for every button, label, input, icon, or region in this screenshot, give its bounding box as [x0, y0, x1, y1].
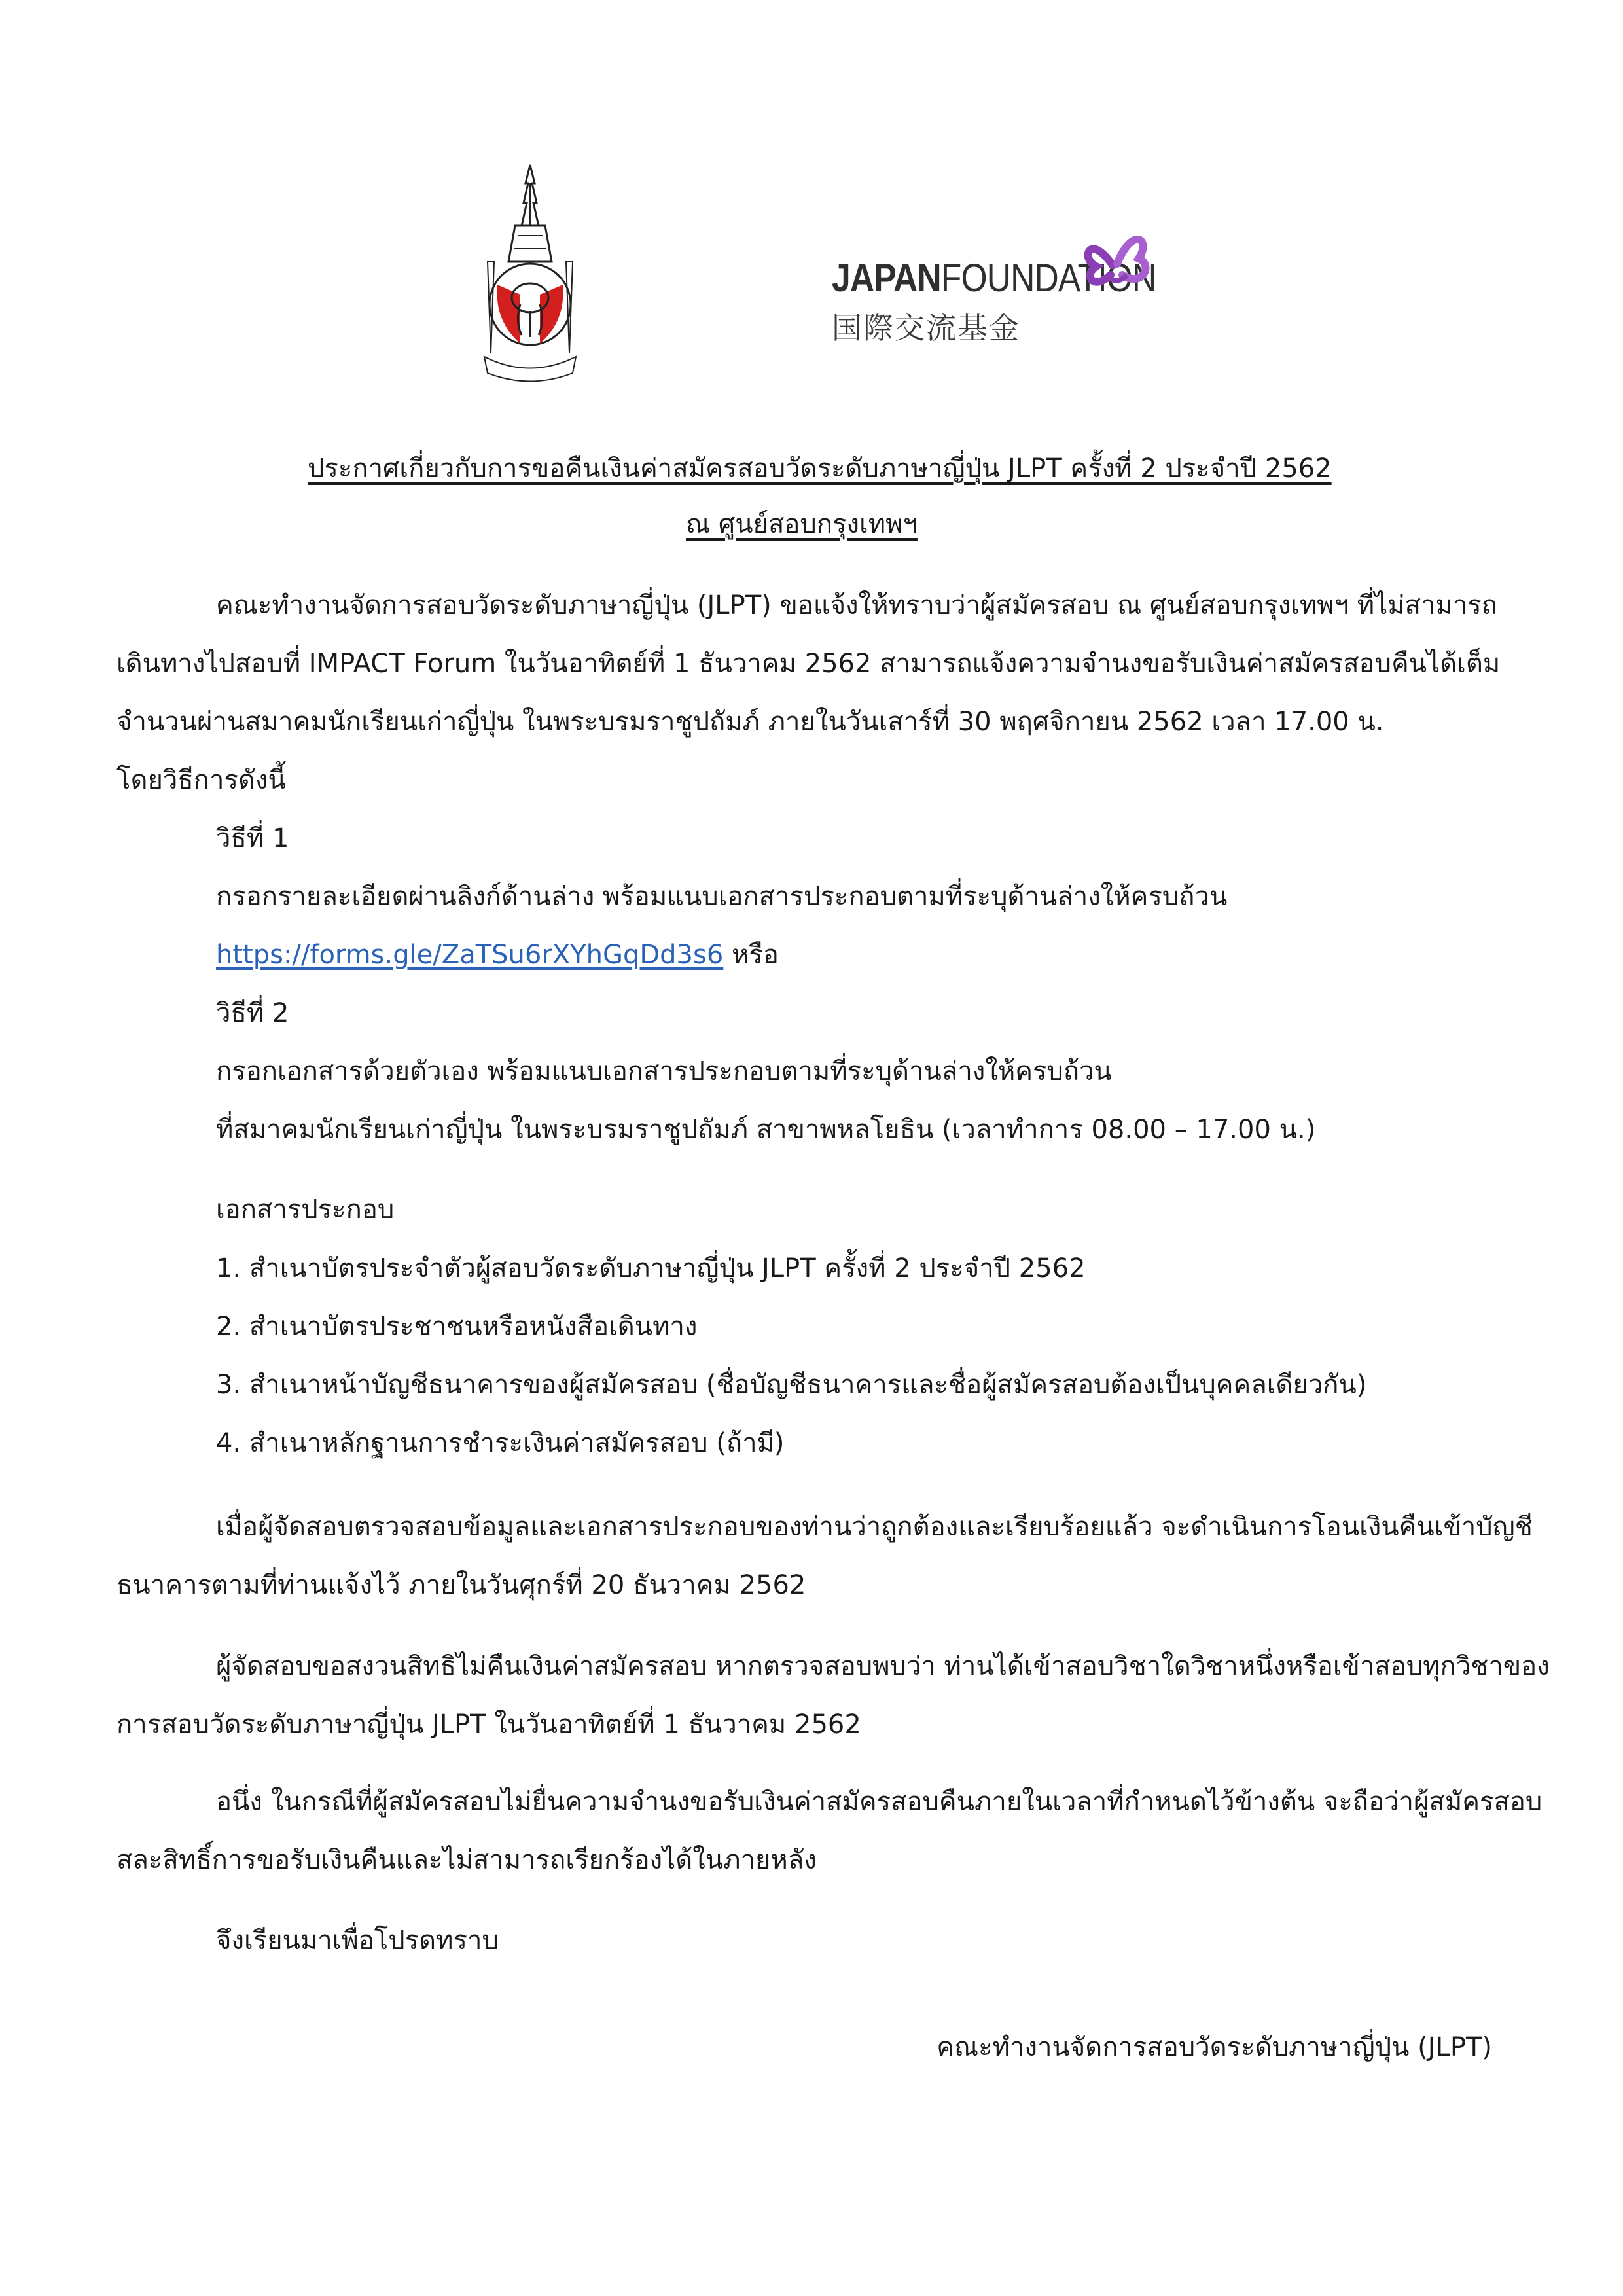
method1-text: กรอกรายละเอียดผ่านลิงก์ด้านล่าง พร้อมแนบเอกสารประกอบตามที่ระบุด้านล่างให้ครบถ้วน [216, 882, 1228, 912]
reserve-line-1: ผู้จัดสอบขอสงวนสิทธิไม่คืนเงินค่าสมัครสอบ หากตรวจสอบพบว่า ท่านได้เข้าสอบวิชาใดวิชาหนึ่งหรือเข้าสอบทุกวิชาของ [216, 1651, 1550, 1681]
refund-line-1: เมื่อผู้จัดสอบตรวจสอบข้อมูลและเอกสารประกอบของท่านว่าถูกต้องและเรียบร้อยแล้ว จะดำเนินการโอนเงินคืนเข้าบัญชี [216, 1512, 1533, 1542]
method2-heading: วิธีที่ 2 [216, 998, 289, 1028]
reserve-line-2: การสอบวัดระดับภาษาญี่ปุ่น JLPT ในวันอาทิตย์ที่ 1 ธันวาคม 2562 [116, 1710, 861, 1740]
waive-line-2: สละสิทธิ์การขอรับเงินคืนและไม่สามารถเรียกร้องได้ในภายหลัง [116, 1845, 817, 1875]
title-line-2: ณ ศูนย์สอบกรุงเทพฯ [686, 509, 918, 539]
documents-item-4: 4. สำเนาหลักฐานการชำระเงินค่าสมัครสอบ (ถ้ามี) [216, 1428, 785, 1458]
documents-item-1: 1. สำเนาบัตรประจำตัวผู้สอบวัดระดับภาษาญี่ปุ่น JLPT ครั้งที่ 2 ประจำปี 2562 [216, 1253, 1086, 1283]
jf-kanji: 国際交流基金 [832, 310, 1020, 346]
method2-text-2: ที่สมาคมนักเรียนเก่าญี่ปุ่น ในพระบรมราชูปถัมภ์ สาขาพหลโยธิน (เวลาทำการ 08.00 – 17.00 น.) [216, 1115, 1316, 1145]
documents-item-2: 2. สำเนาบัตรประชาชนหรือหนังสือเดินทาง [216, 1312, 698, 1342]
or-text: หรือ [723, 940, 779, 970]
documents-heading: เอกสารประกอบ [216, 1194, 395, 1225]
closing-text: จึงเรียนมาเพื่อโปรดทราบ [216, 1926, 499, 1956]
jf-wordmark: JAPANFOUNDATION [832, 256, 1156, 300]
intro-line-2: เดินทางไปสอบที่ IMPACT Forum ในวันอาทิตย์ที่ 1 ธันวาคม 2562 สามารถแจ้งความจำนงขอรับเงินค่าสมัครสอบคืนได้เต็ม [116, 649, 1501, 679]
form-link[interactable]: https://forms.gle/ZaTSu6rXYhGqDd3s6 [216, 940, 724, 970]
refund-line-2: ธนาคารตามที่ท่านแจ้งไว้ ภายในวันศุกร์ที่ 20 ธันวาคม 2562 [116, 1570, 806, 1600]
waive-line-1: อนึ่ง ในกรณีที่ผู้สมัครสอบไม่ยื่นความจำนงขอรับเงินค่าสมัครสอบคืนภายในเวลาที่กำหนดไว้ข้างต้น จะถือว่าผู้สมัครสอบ [216, 1787, 1543, 1817]
butterfly-icon [1077, 219, 1155, 298]
method1-heading: วิธีที่ 1 [216, 823, 289, 853]
japan-foundation-logo [828, 219, 1155, 350]
royal-emblem-icon [474, 164, 586, 389]
method1-link-line [216, 937, 779, 973]
method2-text-1: กรอกเอกสารด้วยตัวเอง พร้อมแนบเอกสารประกอบตามที่ระบุด้านล่างให้ครบถ้วน [216, 1056, 1112, 1086]
intro-line-4: โดยวิธีการดังนี้ [116, 765, 286, 795]
intro-line-3: จำนวนผ่านสมาคมนักเรียนเก่าญี่ปุ่น ในพระบรมราชูปถัมภ์ ภายในวันเสาร์ที่ 30 พฤศจิกายน 2562 เวลา 17.00 น. [116, 707, 1384, 737]
documents-item-3: 3. สำเนาหน้าบัญชีธนาคารของผู้สมัครสอบ (ชื่อบัญชีธนาคารและชื่อผู้สมัครสอบต้องเป็นบุคคลเดียวกัน) [216, 1370, 1367, 1400]
title-line-1: ประกาศเกี่ยวกับการขอคืนเงินค่าสมัครสอบวัดระดับภาษาญี่ปุ่น JLPT ครั้งที่ 2 ประจำปี 2562 [308, 454, 1332, 484]
signature-text: คณะทำงานจัดการสอบวัดระดับภาษาญี่ปุ่น (JLPT) [936, 2032, 1492, 2062]
royal-emblem-logo [474, 164, 586, 389]
intro-line-1: คณะทำงานจัดการสอบวัดระดับภาษาญี่ปุ่น (JLPT) ขอแจ้งให้ทราบว่าผู้สมัครสอบ ณ ศูนย์สอบกรุงเทพฯ ที่ไม่สามารถ [216, 590, 1497, 620]
